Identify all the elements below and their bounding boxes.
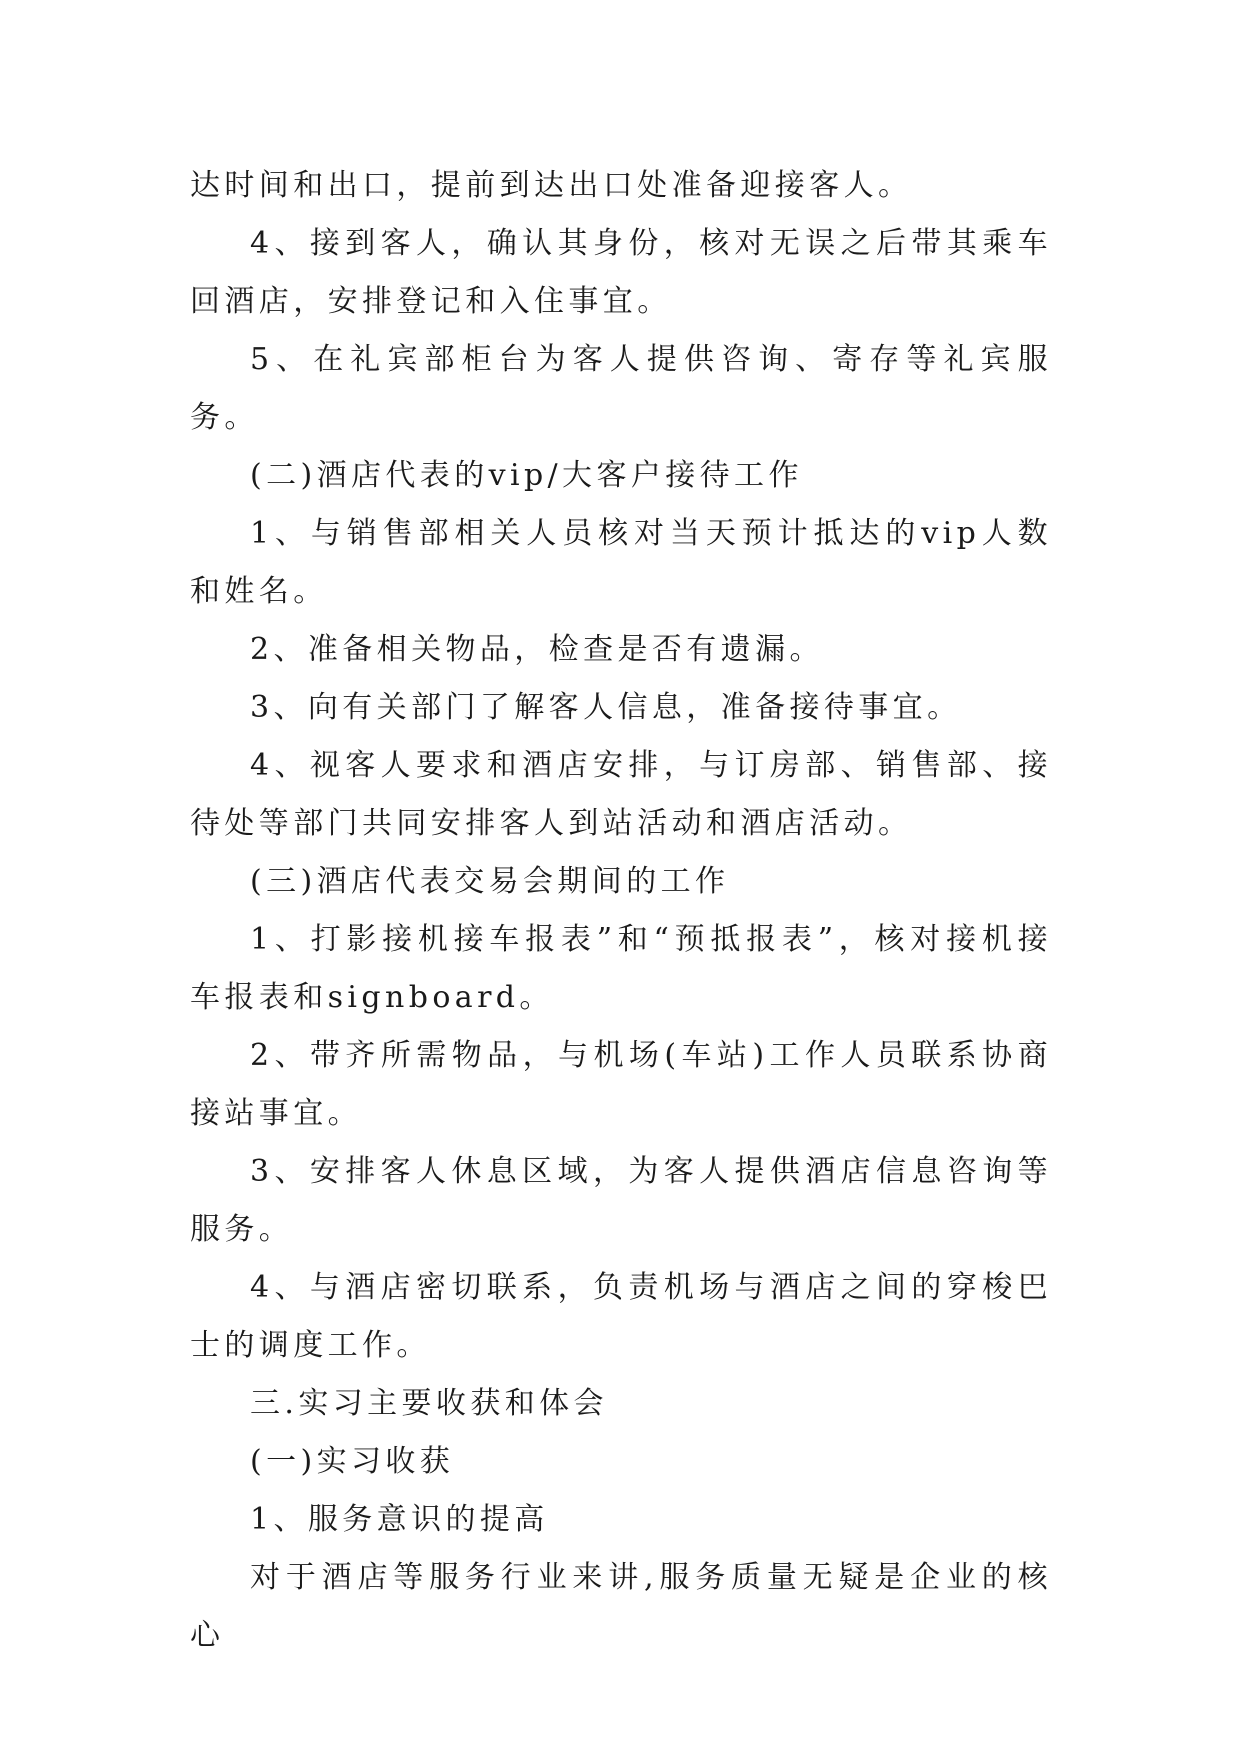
paragraph: 3、安排客人休息区域，为客人提供酒店信息咨询等服务。 [190,1154,1052,1247]
section-heading: 1、服务意识的提高 [250,1502,549,1537]
paragraph: 3、向有关部门了解客人信息，准备接待事宜。 [250,690,962,725]
paragraph: 达时间和出口，提前到达出口处准备迎接客人。 [190,168,913,203]
paragraph: 2、准备相关物品，检查是否有遗漏。 [250,632,824,667]
section-heading: (一)实习收获 [250,1444,455,1479]
paragraph: 4、视客人要求和酒店安排，与订房部、销售部、接待处等部门共同安排客人到站活动和酒店活动。 [190,748,1052,841]
paragraph: 4、与酒店密切联系，负责机场与酒店之间的穿梭巴士的调度工作。 [190,1270,1052,1363]
section-heading: 三.实习主要收获和体会 [250,1386,608,1421]
paragraph: 5、在礼宾部柜台为客人提供咨询、寄存等礼宾服务。 [190,342,1052,435]
paragraph: 1、打影接机接车报表”和“预抵报表”，核对接机接车报表和signboard。 [190,922,1052,1015]
document-body [190,157,1052,1665]
paragraph: 对于酒店等服务行业来讲,服务质量无疑是企业的核心 [190,1560,1052,1653]
section-heading: (三)酒店代表交易会期间的工作 [250,864,730,899]
paragraph: 2、带齐所需物品，与机场(车站)工作人员联系协商接站事宜。 [190,1038,1052,1131]
paragraph: 4、接到客人，确认其身份，核对无误之后带其乘车回酒店，安排登记和入住事宜。 [190,226,1052,319]
section-heading: (二)酒店代表的vip/大客户接待工作 [250,458,803,493]
paragraph: 1、与销售部相关人员核对当天预计抵达的vip人数和姓名。 [190,516,1052,609]
